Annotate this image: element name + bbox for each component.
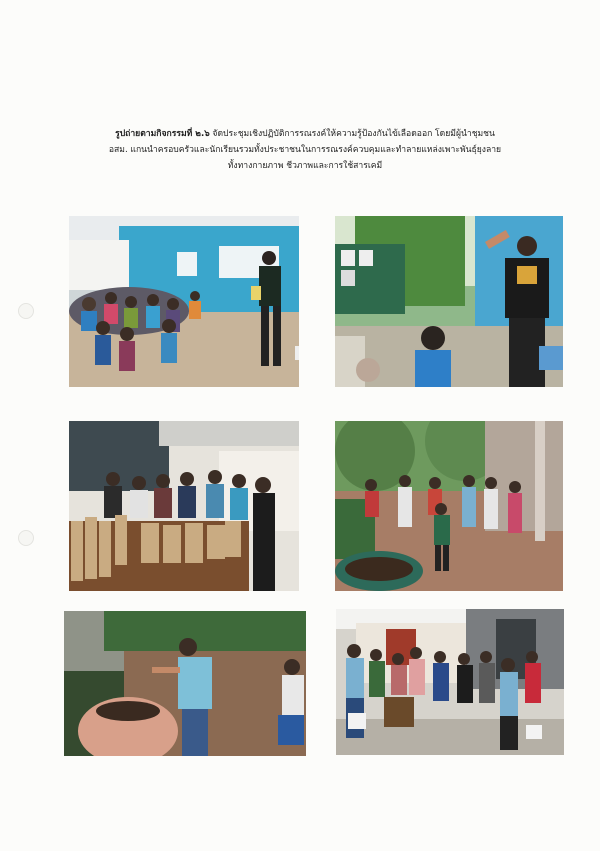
punch-hole-mark (18, 530, 34, 546)
photo-clay-jar-inspection (64, 611, 306, 756)
caption-label: รูปถ่ายตามกิจกรรมที่ ๒.๖ (115, 129, 210, 139)
caption-line-1 (70, 126, 540, 142)
photo-group-house (336, 609, 564, 755)
photo-caption (70, 126, 540, 174)
photo-paper-bags-table (69, 421, 299, 591)
punch-hole-mark (18, 303, 34, 319)
caption-line-2: อสม. แกนนำครอบครัวและนักเรียนรวมทั้งประชาชนในการรณรงค์ควบคุมและทำลายแหล่งเพาะพันธุ์ยุงลาย (108, 145, 502, 155)
caption-line-1-text: จัดประชุมเชิงปฏิบัติการรณรงค์ให้ความรู้ป้องกันไข้เลือดออก โดยมีผู้นำชุมชน (209, 129, 495, 139)
photo-water-jar-group (335, 421, 563, 591)
photo-speaker-board (335, 216, 563, 387)
caption-line-3: ทั้งทางกายภาพ ชีวภาพและการใช้สารเคมี (227, 161, 383, 171)
photo-meeting-hall (69, 216, 299, 387)
